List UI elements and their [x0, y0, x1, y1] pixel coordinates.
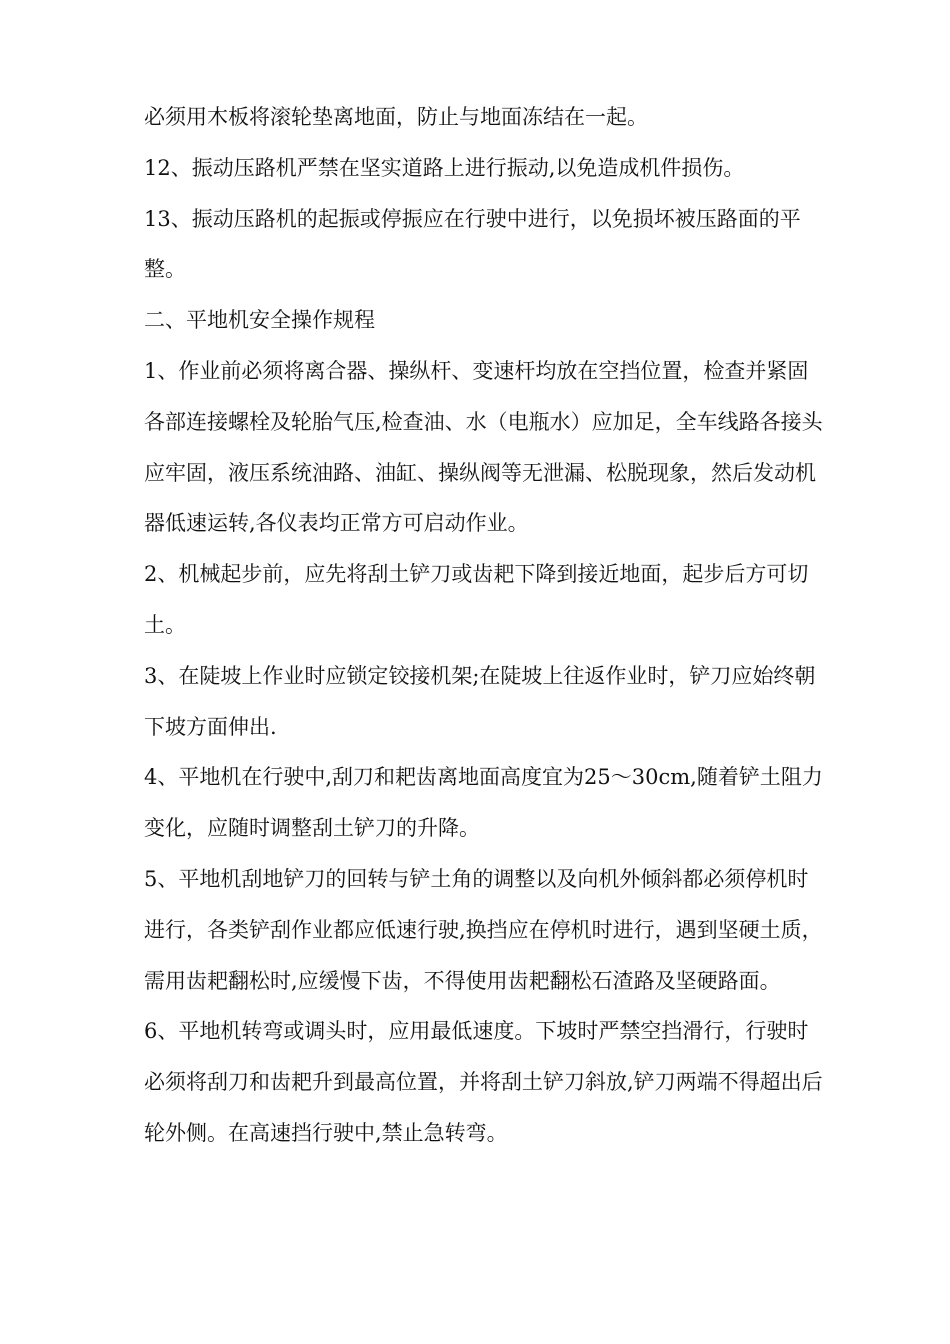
paragraph-item-13: 13、振动压路机的起振或停振应在行驶中进行，以免损坏被压路面的平整。 — [144, 206, 801, 282]
paragraph-item-6: 6、平地机转弯或调头时，应用最低速度。下坡时严禁空挡滑行，行驶时必须将刮刀和齿耙升到最高位置，并将刮土铲刀斜放,铲刀两端不得超出后轮外侧。在高速挡行驶中,禁止急转弯。 — [144, 1019, 823, 1145]
paragraph-item-5: 5、平地机刮地铲刀的回转与铲土角的调整以及向机外倾斜都必须停机时进行，各类铲刮作业都应低速行驶,换挡应在停机时进行，遇到坚硬土质，需用齿耙翻松时,应缓慢下齿，不得使用齿耙翻松石渣路及坚硬路面。 — [144, 866, 823, 993]
paragraph-item-1: 1、作业前必须将离合器、操纵杆、变速杆均放在空挡位置，检查并紧固各部连接螺栓及轮胎气压,检查油、水（电瓶水）应加足，全车线路各接头应牢固，液压系统油路、油缸、操纵阀等无泄漏、松脱现象，然后发动机器低速运转,各仪表均正常方可启动作业。 — [144, 358, 823, 536]
paragraph-item-3: 3、在陡坡上作业时应锁定铰接机架;在陡坡上往返作业时，铲刀应始终朝下坡方面伸出. — [144, 663, 816, 739]
paragraph-continuation: 必须用木板将滚轮垫离地面，防止与地面冻结在一起。 — [144, 105, 648, 129]
paragraph-item-2: 2、机械起步前，应先将刮土铲刀或齿耙下降到接近地面，起步后方可切土。 — [144, 562, 809, 637]
paragraph-item-12: 12、振动压路机严禁在坚实道路上进行振动,以免造成机件损伤。 — [144, 155, 745, 180]
document-body — [144, 92, 824, 1159]
section-heading-grader: 二、平地机安全操作规程 — [144, 308, 375, 333]
paragraph-item-4: 4、平地机在行驶中,刮刀和耙齿离地面高度宜为25～30cm,随着铲土阻力变化，应随时调整刮土铲刀的升降。 — [144, 765, 823, 841]
